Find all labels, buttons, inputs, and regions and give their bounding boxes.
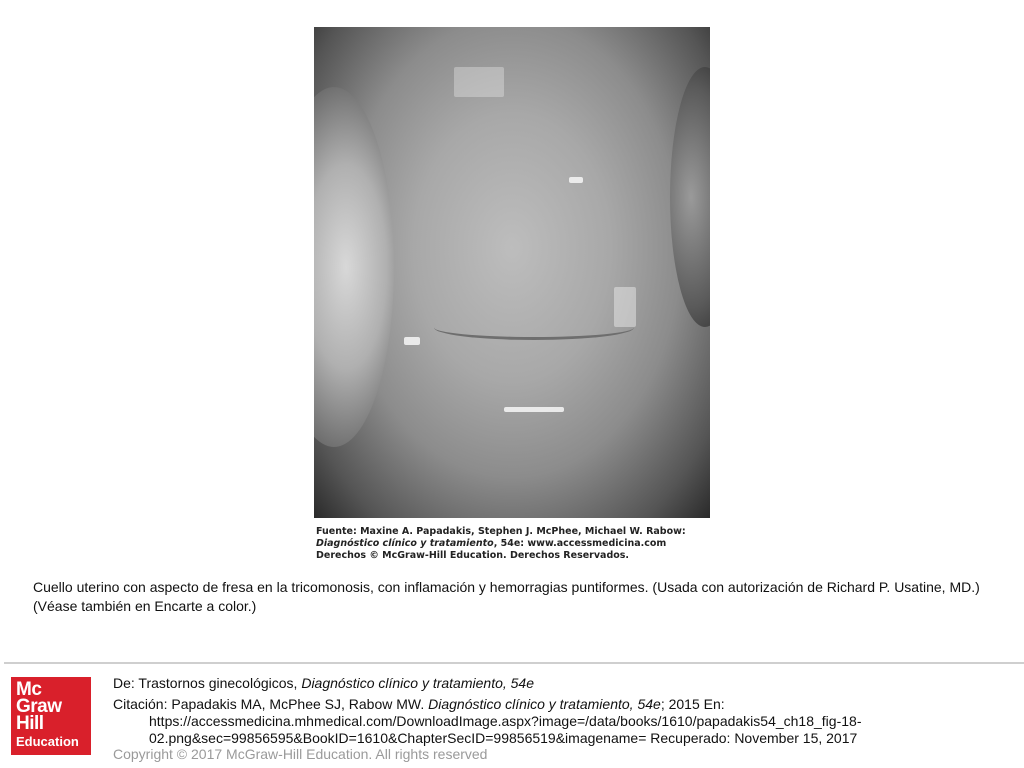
- photo-tissue-left: [314, 87, 394, 447]
- photo-highlight: [569, 177, 583, 183]
- caption-line-1: Cuello uterino con aspecto de fresa en la tricomonosis, con inflamación y hemorragias puntiformes. (Usada con autorización de Richard P. Usatine, MD.): [33, 579, 980, 595]
- photo-highlight: [454, 67, 504, 97]
- source-authors: Fuente: Maxine A. Papadakis, Stephen J. McPhee, Michael W. Rabow:: [316, 526, 686, 537]
- citation-separator: .: [420, 696, 429, 712]
- caption-line-2: (Véase también en Encarte a color.): [33, 598, 257, 614]
- source-rights: Derechos © McGraw-Hill Education. Derechos Reservados.: [316, 550, 630, 561]
- logo-text-graw: Graw: [16, 696, 62, 717]
- source-edition-site: , 54e: www.accessmedicina.com: [493, 538, 667, 549]
- clinical-photo: [314, 27, 710, 518]
- photo-highlight: [504, 407, 564, 412]
- section-divider: [4, 662, 1024, 664]
- photo-highlight: [614, 287, 636, 327]
- mcgraw-hill-logo: [11, 677, 91, 755]
- logo-text-mc: Mc: [16, 679, 42, 700]
- citation-title: Diagnóstico clínico y tratamiento, 54e: [428, 696, 661, 712]
- citation: [113, 696, 893, 747]
- citation-year: ; 2015 En:: [660, 696, 725, 712]
- source-chapter: [113, 675, 534, 691]
- chapter-label: De: Trastornos ginecológicos,: [113, 675, 302, 691]
- book-title: Diagnóstico clínico y tratamiento, 54e: [301, 675, 535, 691]
- source-book-title: Diagnóstico clínico y tratamiento: [316, 538, 494, 549]
- copyright-notice: Copyright © 2017 McGraw-Hill Education. All rights reserved: [113, 746, 488, 762]
- citation-authors: Citación: Papadakis MA, McPhee SJ, Rabow MW: [113, 696, 421, 712]
- logo-text-hill: Hill: [16, 713, 44, 734]
- figure-source-caption: [314, 518, 710, 568]
- figure-caption: [33, 578, 1008, 616]
- photo-cervical-os: [434, 315, 634, 340]
- logo-text-education: Education: [16, 734, 79, 749]
- citation-url[interactable]: https://accessmedicina.mhmedical.com/DownloadImage.aspx?image=/data/books/1610/papadakis54_ch18_fig-18-02.png&sec=99856595&BookID=1610&ChapterSecID=99856519&imagename= Recuperado: November 15, 2017: [149, 713, 862, 746]
- photo-highlight: [404, 337, 420, 345]
- photo-tissue-right: [670, 67, 710, 327]
